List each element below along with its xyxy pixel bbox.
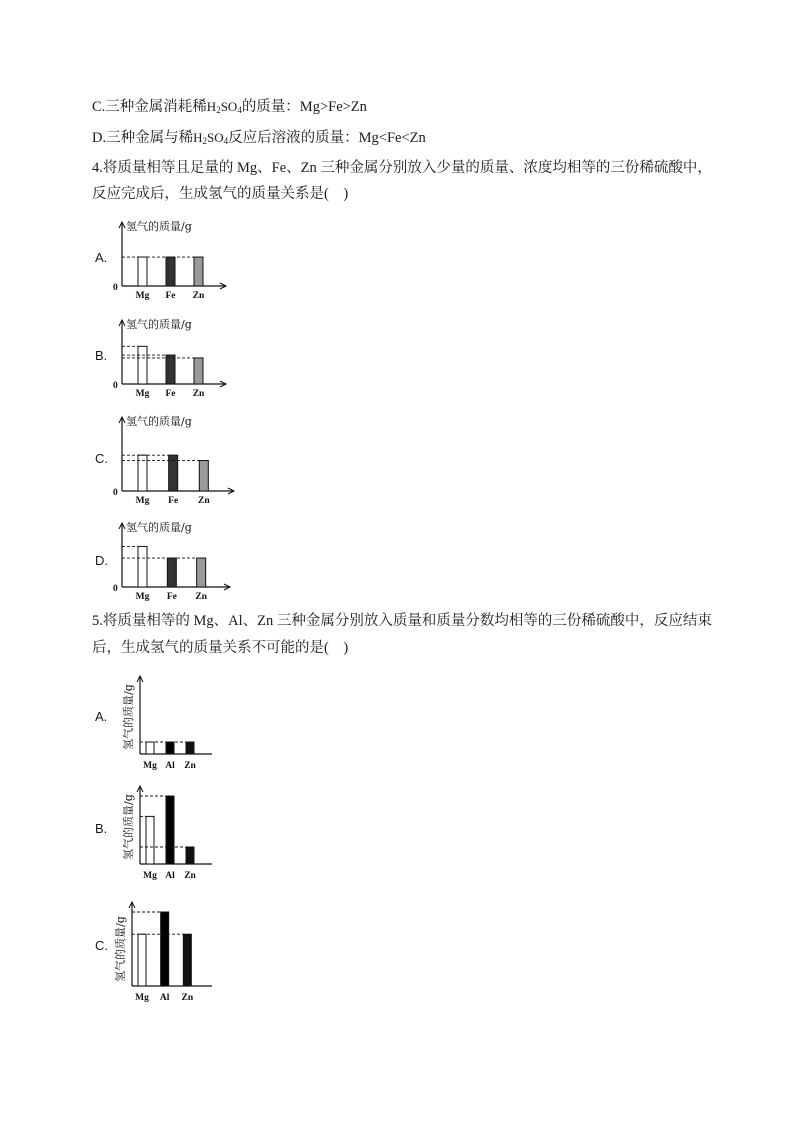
y-axis-label: 氢气的质量/g (126, 318, 192, 331)
tick-label-zn: Zn (181, 993, 194, 1003)
q4-option-c-label[interactable]: C. (95, 451, 108, 466)
formula-h: H (193, 130, 203, 145)
tick-label-zn: Zn (184, 761, 196, 771)
q5-option-a-label[interactable]: A. (95, 709, 108, 724)
bar-al (166, 796, 174, 864)
tick-label-mg: Mg (135, 496, 150, 506)
q5-option-c-label[interactable]: C. (95, 938, 108, 953)
question-5-line-2: 后，生成氢气的质量关系不可能的是( ) (92, 640, 349, 656)
bar-zn (186, 742, 194, 754)
y-axis-label: 氢气的质量/g (122, 684, 135, 750)
q5-option-a-chart[interactable] (118, 672, 218, 772)
origin-label: 0 (113, 488, 118, 498)
bar-mg (138, 257, 147, 286)
q4-option-d-label[interactable]: D. (95, 553, 108, 568)
q5-option-b-label[interactable]: B. (95, 821, 108, 836)
formula-h: H (206, 99, 217, 114)
bar-zn (194, 257, 203, 286)
formula-sub-2: 2 (202, 136, 207, 146)
y-axis-label: 氢气的质量/g (126, 415, 192, 428)
y-axis-label: 氢气的质量/g (114, 916, 127, 982)
tick-label-al: Al (159, 993, 170, 1003)
bar-zn (186, 847, 194, 864)
bar-mg (138, 346, 147, 384)
q4-option-a-chart[interactable] (110, 214, 230, 302)
q5-option-c-chart[interactable] (110, 898, 218, 1004)
bar-zn (183, 934, 191, 986)
bar-mg (138, 546, 147, 587)
y-axis-label: 氢气的质量/g (126, 220, 192, 233)
q4-option-d-chart[interactable] (110, 515, 234, 603)
option-c-text-2: 的质量：Mg>Fe>Zn (241, 99, 367, 115)
tick-label-mg: Mg (135, 291, 150, 301)
tick-label-mg: Mg (135, 389, 150, 399)
bar-al (161, 912, 169, 986)
origin-label: 0 (113, 283, 118, 293)
tick-label-fe: Fe (165, 389, 176, 399)
bar-mg (138, 934, 146, 986)
bar-mg (146, 816, 154, 864)
tick-label-al: Al (165, 871, 175, 881)
tick-label-zn: Zn (195, 592, 207, 602)
option-c-statement (92, 97, 367, 120)
tick-label-fe: Fe (165, 291, 176, 301)
origin-label: 0 (113, 584, 118, 594)
tick-label-mg: Mg (143, 761, 157, 771)
tick-label-zn: Zn (184, 871, 196, 881)
origin-label: 0 (113, 381, 118, 391)
q4-option-a-label[interactable]: A. (95, 250, 108, 265)
bar-fe (166, 257, 175, 286)
tick-label-mg: Mg (135, 993, 149, 1003)
tick-label-mg: Mg (143, 871, 157, 881)
option-d-text-1: D.三种金属与稀 (92, 130, 194, 146)
question-4-line-1: 4.将质量相等且足量的 Mg、Fe、Zn 三种金属分别放入少量的质量、浓度均相等的三份稀硫酸中， (92, 160, 712, 176)
formula-so: SO (220, 99, 238, 114)
formula-sub-4: 4 (223, 136, 229, 146)
tick-label-fe: Fe (168, 496, 179, 506)
question-5-line-1: 5.将质量相等的 Mg、Al、Zn 三种金属分别放入质量和质量分数均相等的三份稀硫酸中，反应结束 (92, 613, 712, 629)
formula-so: SO (207, 130, 224, 145)
formula-sub-4: 4 (237, 105, 242, 115)
q4-option-b-chart[interactable] (110, 312, 230, 400)
bar-zn (199, 461, 208, 491)
bar-zn (194, 358, 203, 384)
tick-label-zn: Zn (198, 496, 210, 506)
bar-zn (197, 558, 206, 587)
tick-label-al: Al (165, 761, 175, 771)
q4-option-b-label[interactable]: B. (95, 348, 108, 363)
option-d-text-2: 反应后溶液的质量：Mg<Fe<Zn (228, 130, 426, 146)
bar-fe (166, 355, 175, 384)
option-d-statement (92, 128, 426, 151)
bar-al (166, 742, 174, 754)
tick-label-mg: Mg (135, 592, 150, 602)
formula-sub-2: 2 (216, 105, 221, 115)
y-axis-label: 氢气的质量/g (126, 521, 192, 534)
bar-fe (167, 558, 176, 587)
y-axis-label: 氢气的质量/g (122, 794, 135, 860)
tick-label-zn: Zn (192, 291, 205, 301)
tick-label-fe: Fe (166, 592, 177, 602)
tick-label-zn: Zn (192, 389, 205, 399)
question-4-line-2: 反应完成后，生成氢气的质量关系是( ) (92, 186, 349, 202)
q4-option-c-chart[interactable] (110, 409, 238, 507)
q5-option-b-chart[interactable] (118, 782, 218, 882)
option-c-text-1: C.三种金属消耗稀 (92, 99, 207, 115)
bar-mg (146, 742, 154, 754)
